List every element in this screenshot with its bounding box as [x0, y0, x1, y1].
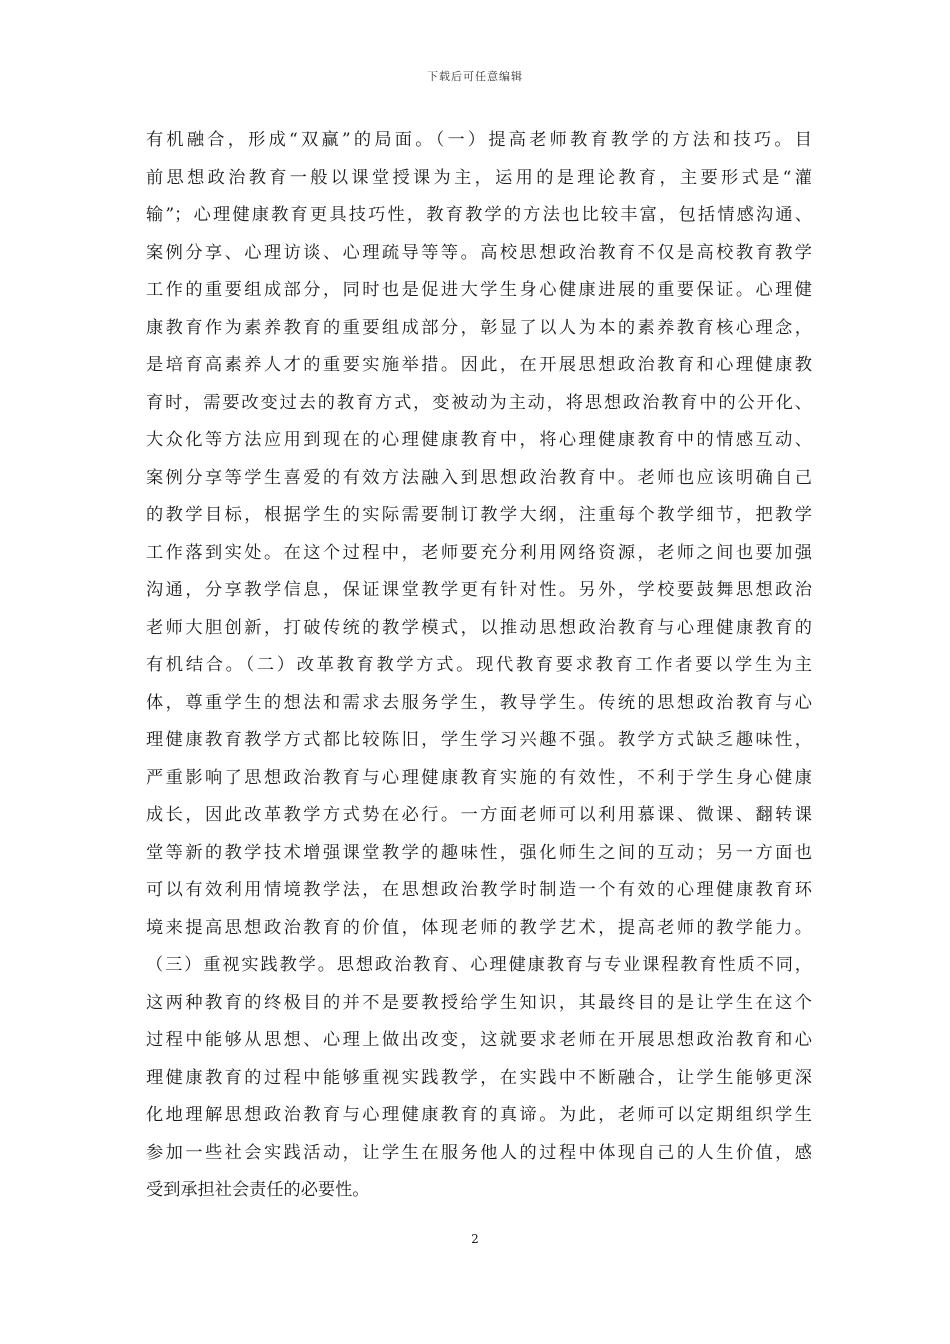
text-line: 前思想政治教育一般以课堂授课为主，运用的是理论教育，主要形式是“灌 — [146, 167, 812, 188]
text-line: 有机融合，形成“双赢”的局面。（一）提高老师教育教学的方法和技巧。目 — [146, 130, 812, 150]
text-line: 输”；心理健康教育更具技巧性，教育教学的方法也比较丰富，包括情感沟通、 — [146, 205, 812, 225]
text-line: 化地理解思想政治教育与心理健康教育的真谛。为此，老师可以定期组织学生 — [146, 1105, 812, 1125]
text-line: 理健康教育的过程中能够重视实践教学，在实践中不断融合，让学生能够更深 — [146, 1067, 812, 1088]
text-line: 育时，需要改变过去的教育方式，变被动为主动，将思想政治教育中的公开化、 — [146, 392, 812, 413]
text-line: 沟通，分享教学信息，保证课堂教学更有针对性。另外，学校要鼓舞思想政治 — [146, 580, 812, 600]
text-line: 老师大胆创新，打破传统的教学模式，以推动思想政治教育与心理健康教育的 — [146, 617, 812, 638]
page-header: 下载后可任意编辑 — [427, 70, 523, 83]
text-line: 工作的重要组成部分，同时也是促进大学生身心健康进展的重要保证。心理健 — [146, 280, 812, 300]
text-line: 堂等新的教学技术增强课堂教学的趣味性，强化师生之间的互动；另一方面也 — [146, 842, 812, 863]
text-line: 案例分享等学生喜爱的有效方法融入到思想政治教育中。老师也应该明确自己 — [146, 467, 812, 488]
text-line: 案例分享、心理访谈、心理疏导等等。高校思想政治教育不仅是高校教育教学 — [146, 242, 812, 263]
text-line: 过程中能够从思想、心理上做出改变，这就要求老师在开展思想政治教育和心 — [146, 1030, 812, 1050]
text-line: 严重影响了思想政治教育与心理健康教育实施的有效性，不利于学生身心健康 — [146, 767, 812, 788]
text-line: 有机结合。（二）改革教育教学方式。现代教育要求教育工作者要以学生为主 — [146, 655, 812, 675]
text-line: 的教学目标，根据学生的实际需要制订教学大纲，注重每个教学细节，把教学 — [146, 505, 812, 525]
page-number: 2 — [471, 1232, 479, 1246]
text-line: 康教育作为素养教育的重要组成部分，彰显了以人为本的素养教育核心理念， — [146, 317, 812, 338]
text-line: 参加一些社会实践活动，让学生在服务他人的过程中体现自己的人生价值，感 — [146, 1142, 812, 1163]
text-line: 体，尊重学生的想法和需求去服务学生，教导学生。传统的思想政治教育与心 — [146, 692, 812, 713]
text-line: 境来提高思想政治教育的价值，体现老师的教学艺术，提高老师的教学能力。 — [146, 917, 812, 938]
text-line: 理健康教育教学方式都比较陈旧，学生学习兴趣不强。教学方式缺乏趣味性， — [146, 730, 812, 750]
text-line: 可以有效利用情境教学法，在思想政治教学时制造一个有效的心理健康教育环 — [146, 880, 812, 900]
text-line: 是培育高素养人才的重要实施举措。因此，在开展思想政治教育和心理健康教 — [146, 355, 812, 375]
text-line: 成长，因此改革教学方式势在必行。一方面老师可以利用慕课、微课、翻转课 — [146, 805, 812, 825]
text-line: 大众化等方法应用到现在的心理健康教育中，将心理健康教育中的情感互动、 — [146, 430, 812, 450]
body-text — [146, 122, 812, 1210]
text-line: 工作落到实处。在这个过程中，老师要充分利用网络资源，老师之间也要加强 — [146, 542, 812, 563]
text-line: 受到承担社会责任的必要性。 — [146, 1180, 370, 1200]
text-line: （三）重视实践教学。思想政治教育、心理健康教育与专业课程教育性质不同， — [146, 955, 812, 975]
text-line: 这两种教育的终极目的并不是要教授给学生知识，其最终目的是让学生在这个 — [146, 992, 812, 1013]
